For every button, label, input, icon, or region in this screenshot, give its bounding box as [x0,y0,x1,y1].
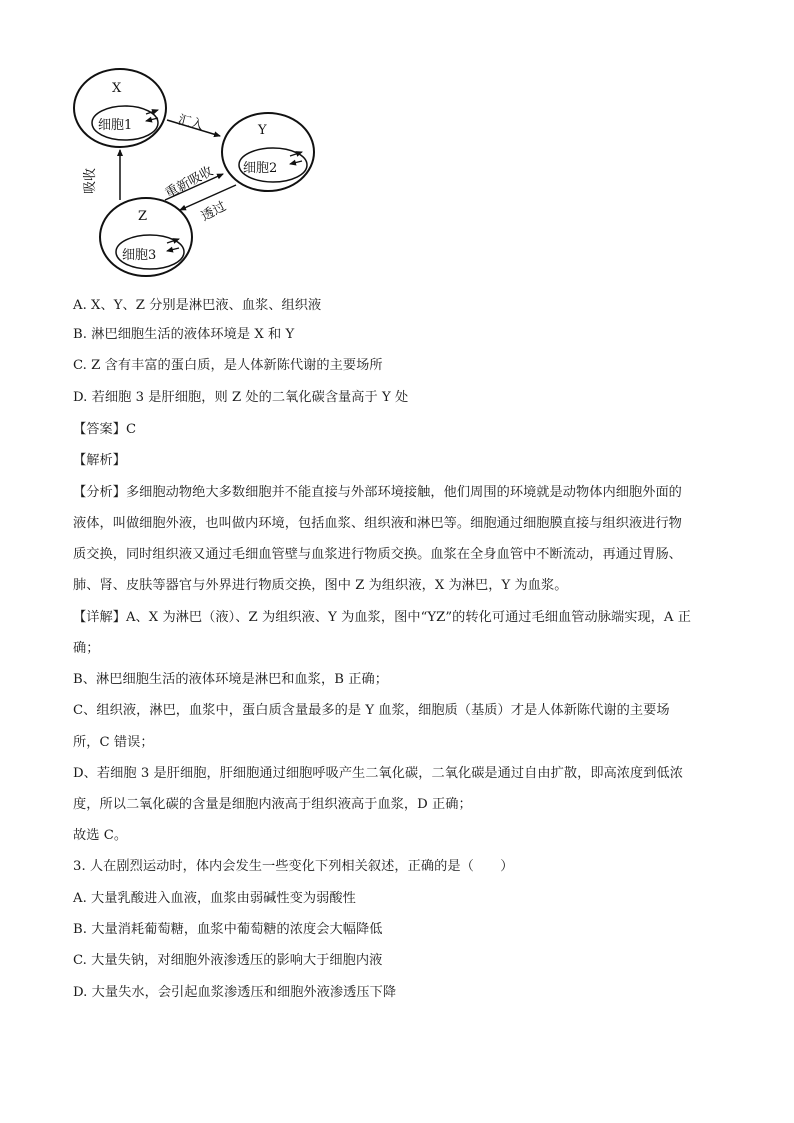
label-cell3: 细胞3 [122,248,157,263]
q3-option-b: B. 大量消耗葡萄糖，血浆中葡萄糖的浓度会大幅降低 [73,922,383,937]
detail-line-5: 所，C 错误； [73,735,154,750]
analysis-line-1: 【分析】多细胞动物绝大多数细胞并不能直接与外部环境接触，他们周围的环境就是动物体内细胞外面的 [73,485,682,500]
label-x: X [112,81,122,96]
q2-option-d: D. 若细胞 3 是肝细胞，则 Z 处的二氧化碳含量高于 Y 处 [73,390,409,405]
label-z-to-y: 重新吸收 [162,163,216,202]
diagram-svg [70,66,350,286]
label-z: Z [138,209,148,224]
label-cell2: 细胞2 [243,161,278,176]
analysis-heading: 【解析】 [73,453,126,468]
label-y-to-z: 透过 [198,199,229,225]
q3-option-a: A. 大量乳酸进入血液，血浆由弱碱性变为弱酸性 [73,891,356,906]
analysis-line-3: 质交换，同时组织液又通过毛细血管壁与血浆进行物质交换。血浆在全身血管中不断流动，再通过胃肠、 [73,547,682,562]
detail-line-7: 度，所以二氧化碳的含量是细胞内液高于组织液高于血浆，D 正确； [73,797,472,812]
node-y [222,113,314,191]
cell2-arrow-out-icon [290,161,302,164]
detail-line-3: B、淋巴细胞生活的液体环境是淋巴和血浆，B 正确； [73,672,388,687]
q3-stem: 3. 人在剧烈运动时，体内会发生一些变化下列相关叙述，正确的是（ ） [73,859,514,874]
detail-line-1: 【详解】A、X 为淋巴（液）、Z 为组织液、Y 为血浆，图中“YZ”的转化可通过毛细血管动脉端实现，A 正 [73,610,691,625]
label-cell1: 细胞1 [98,118,133,133]
analysis-line-2: 液体，叫做细胞外液，也叫做内环境，包括血浆、组织液和淋巴等。细胞通过细胞膜直接与组织液进行物 [73,516,682,531]
analysis-line-4: 肺、肾、皮肤等器官与外界进行物质交换，图中 Z 为组织液，X 为淋巴，Y 为血浆。 [73,578,568,593]
node-z [100,198,192,276]
node-x [74,69,166,147]
detail-line-6: D、若细胞 3 是肝细胞，肝细胞通过细胞呼吸产生二氧化碳，二氧化碳是通过自由扩散，即高浓度到低浓 [73,766,683,781]
q3-option-c: C. 大量失钠，对细胞外液渗透压的影响大于细胞内液 [73,953,383,968]
label-z-to-x: 吸收 [83,167,98,194]
answer: 【答案】C [73,422,137,437]
fluid-exchange-diagram [70,66,350,286]
label-x-to-y: 汇入 [176,112,206,134]
q2-option-b: B. 淋巴细胞生活的液体环境是 X 和 Y [73,327,295,342]
detail-line-8: 故选 C。 [73,828,128,843]
q2-option-c: C. Z 含有丰富的蛋白质，是人体新陈代谢的主要场所 [73,358,383,373]
detail-line-4: C、组织液，淋巴，血浆中，蛋白质含量最多的是 Y 血浆，细胞质（基质）才是人体新陈代谢的主要场 [73,703,670,718]
detail-line-2: 确； [73,641,100,656]
label-y: Y [258,123,267,138]
cell3-arrow-out-icon [167,248,179,251]
cell1-arrow-out-icon [146,118,158,121]
q2-option-a: A. X、Y、Z 分别是淋巴液、血浆、组织液 [73,298,322,313]
q3-option-d: D. 大量失水，会引起血浆渗透压和细胞外液渗透压下降 [73,985,397,1000]
